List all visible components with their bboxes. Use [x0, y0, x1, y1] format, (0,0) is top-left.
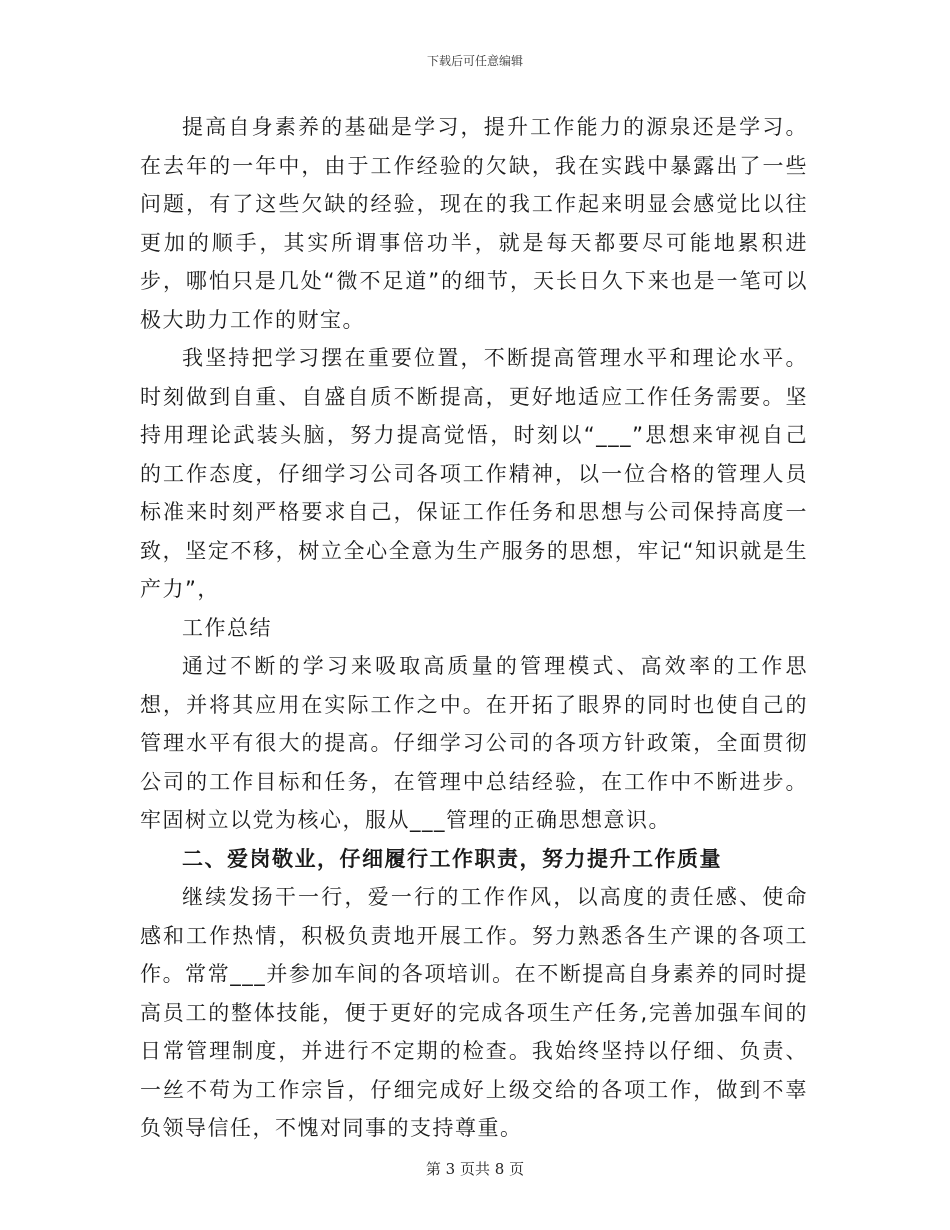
paragraph-study-foundation: 提高自身素养的基础是学习，提升工作能力的源泉还是学习。在去年的一年中，由于工作经验的欠缺，我在实践中暴露出了一些问题，有了这些欠缺的经验，现在的我工作起来明显会感觉比以往更加的顺手，其实所谓事倍功半，就是每天都要尽可能地累积进步，哪怕只是几处“微不足道”的细节，天长日久下来也是一笔可以极大助力工作的财宝。	[140, 115, 808, 332]
paragraph-management-learning: 通过不断的学习来吸取高质量的管理模式、高效率的工作思想，并将其应用在实际工作之中。在开拓了眼界的同时也使自己的管理水平有很大的提高。仔细学习公司的各项方针政策，全面贯彻公司的工作目标和任务，在管理中总结经验，在工作中不断进步。牢固树立以党为核心，服从___管理的正确思想意识。	[140, 654, 808, 832]
section-label-work-summary: 工作总结	[182, 615, 272, 640]
document-body	[140, 108, 808, 1148]
section-heading-dedication: 二、爱岗敬业，仔细履行工作职责，努力提升工作质量	[182, 846, 722, 871]
paragraph-study-priority: 我坚持把学习摆在重要位置，不断提高管理水平和理论水平。时刻做到自重、自盛自质不断提高，更好地适应工作任务需要。坚持用理论武装头脑，努力提高觉悟，时刻以“___”思想来审视自己的工作态度，仔细学习公司各项工作精神，以一位合格的管理人员标准来时刻严格要求自己，保证工作任务和思想与公司保持高度一致，坚定不移，树立全心全意为生产服务的思想，牢记“知识就是生产力”，	[140, 346, 808, 601]
paragraph-work-ethic: 继续发扬干一行，爱一行的工作作风，以高度的责任感、使命感和工作热情，积极负责地开展工作。努力熟悉各生产课的各项工作。常常___并参加车间的各项培训。在不断提高自身素养的同时提高员工的整体技能，便于更好的完成各项生产任务,完善加强车间的日常管理制度，并进行不定期的检查。我始终坚持以仔细、负责、一丝不苟为工作宗旨，仔细完成好上级交给的各项工作，做到不辜负领导信任，不愧对同事的支持尊重。	[140, 885, 808, 1140]
page-footer: 第 3 页共 8 页	[425, 1160, 525, 1178]
page-header: 下载后可任意编辑	[426, 54, 523, 68]
